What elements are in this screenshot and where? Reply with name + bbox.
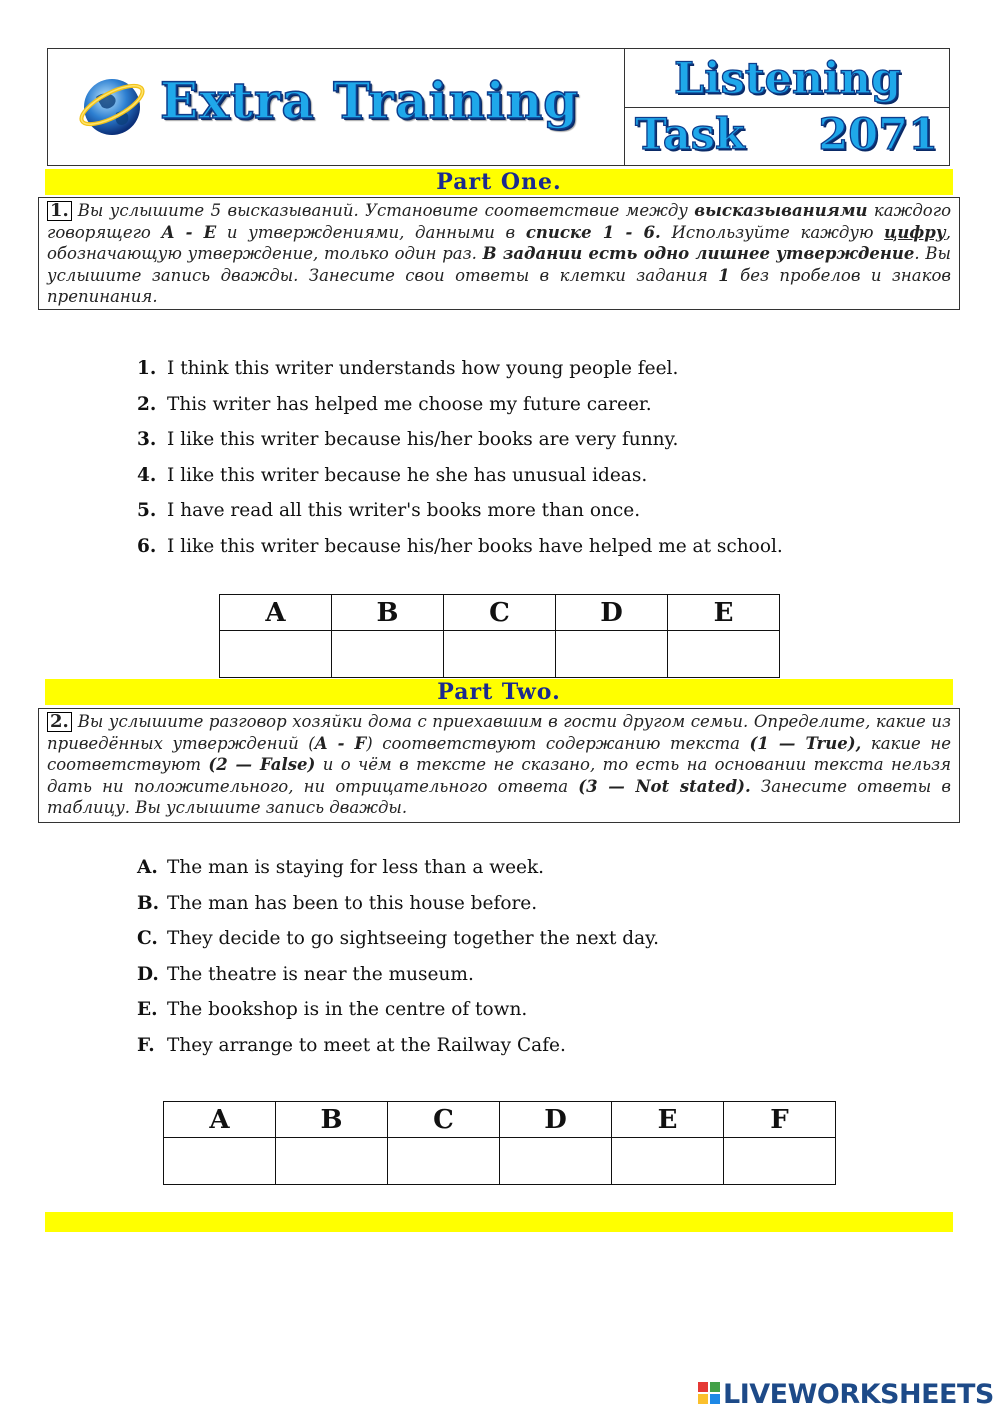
liveworksheets-mark-icon <box>698 1382 720 1404</box>
statement-key: 6. <box>137 535 157 557</box>
statement-text: I think this writer understands how young people feel. <box>167 358 679 379</box>
answer-input-cell[interactable] <box>500 1138 612 1185</box>
task-cell <box>625 108 950 165</box>
section-label: Listening <box>674 54 901 104</box>
answer-header-cell: E <box>668 595 780 631</box>
part-one-bar <box>45 169 953 195</box>
part-two-title: Part Two. <box>437 679 561 705</box>
part-two-bar <box>45 679 953 705</box>
instruction-run: высказываниями <box>694 201 868 220</box>
instruction-run: и о чём в тексте не сказано, то есть на основании текста нельзя дать ни положительного, ни отрицательного ответа <box>47 755 951 796</box>
part-two-answer-table <box>163 1101 836 1185</box>
brand-panel <box>48 49 625 165</box>
statement-item <box>137 992 659 1028</box>
section-cell <box>625 49 950 108</box>
instruction-run: ) соответствуют содержанию текста <box>366 733 750 753</box>
answer-input-row <box>164 1138 836 1185</box>
part-two-instruction <box>38 708 960 823</box>
instruction-run: цифру <box>884 222 946 242</box>
statement-text: They arrange to meet at the Railway Cafe. <box>167 1034 566 1056</box>
answer-header-cell: E <box>612 1102 724 1138</box>
statement-text: This writer has helped me choose my future career. <box>167 393 652 415</box>
instruction-run: (3 — Not stated). <box>578 776 751 796</box>
statement-text: They decide to go sightseeing together the next day. <box>167 928 660 949</box>
statement-item <box>137 458 783 494</box>
statement-item <box>137 1028 659 1064</box>
statement-item <box>137 493 783 529</box>
instruction-run: и утверждениями, данными в <box>216 222 526 242</box>
statement-key: F. <box>137 1034 155 1056</box>
answer-header-cell: B <box>276 1102 388 1138</box>
answer-input-cell[interactable] <box>164 1138 276 1185</box>
statement-text: I like this writer because he she has unusual ideas. <box>167 464 648 486</box>
instruction-run: без пробелов и знаков препинания. <box>47 265 951 307</box>
answer-header-cell: A <box>164 1102 276 1138</box>
part-one-answer-table <box>219 594 780 678</box>
part-two-statements <box>137 850 659 1063</box>
answer-input-cell[interactable] <box>556 631 668 678</box>
answer-input-cell[interactable] <box>668 631 780 678</box>
task-number-badge: 1. <box>47 201 72 221</box>
statement-key: 4. <box>137 464 157 486</box>
task-number-badge: 2. <box>47 712 72 732</box>
statement-text: The theatre is near the museum. <box>167 963 474 985</box>
answer-header-cell: B <box>332 595 444 631</box>
statement-text: I like this writer because his/her books have helped me at school. <box>167 535 783 557</box>
answer-input-cell[interactable] <box>276 1138 388 1185</box>
instruction-run: 1 <box>718 265 730 285</box>
instruction-text <box>47 201 951 306</box>
answer-header-cell: D <box>500 1102 612 1138</box>
statement-key: 5. <box>137 500 157 521</box>
answer-input-cell[interactable] <box>724 1138 836 1185</box>
answer-header-row <box>220 595 780 631</box>
instruction-run: списке 1 - 6. <box>525 222 661 242</box>
answer-header-cell: D <box>556 595 668 631</box>
statement-key: C. <box>137 928 158 949</box>
brand-title: Extra Training <box>160 71 580 130</box>
statement-item <box>137 886 659 922</box>
answer-header-cell: F <box>724 1102 836 1138</box>
statement-key: E. <box>137 999 158 1020</box>
part-one-instruction <box>38 197 960 310</box>
statement-item <box>137 351 783 387</box>
statement-key: A. <box>137 857 158 878</box>
part-one-title: Part One. <box>436 169 562 195</box>
answer-input-cell[interactable] <box>388 1138 500 1185</box>
bottom-bar <box>45 1212 953 1232</box>
answer-header-cell: C <box>444 595 556 631</box>
task-number: 2071 <box>818 110 938 160</box>
statement-key: D. <box>137 963 159 985</box>
statement-text: I like this writer because his/her books are very funny. <box>167 429 679 450</box>
instruction-run: , обозначающую утверждение, только один раз. <box>47 222 951 264</box>
instruction-run: . Вы услышите запись дважды. Занесите свои ответы в клетки задания <box>47 244 951 285</box>
statement-text: The bookshop is in the centre of town. <box>167 999 528 1020</box>
task-label: Task <box>635 110 745 160</box>
part-one-statements <box>137 351 783 564</box>
header <box>47 48 950 166</box>
statement-key: 3. <box>137 429 157 450</box>
globe-icon <box>76 69 148 141</box>
answer-input-cell[interactable] <box>332 631 444 678</box>
statement-key: B. <box>137 892 160 914</box>
statement-item <box>137 957 659 993</box>
answer-input-cell[interactable] <box>612 1138 724 1185</box>
statement-item <box>137 422 783 458</box>
statement-text: I have read all this writer's books more than once. <box>167 500 641 521</box>
statement-item <box>137 921 659 957</box>
instruction-run: Вы услышите разговор хозяйки дома с приехавшим в гости другом семьи. Определите, какие из приведённых утверждений ( <box>47 712 951 753</box>
answer-input-cell[interactable] <box>220 631 332 678</box>
statement-key: 1. <box>137 358 157 379</box>
answer-header-row <box>164 1102 836 1138</box>
answer-header-cell: A <box>220 595 332 631</box>
instruction-run: A - F <box>314 733 367 753</box>
instruction-run: Занесите ответы в таблицу. Вы услышите запись дважды. <box>47 776 952 818</box>
instruction-run: A - E <box>161 222 217 242</box>
instruction-text <box>47 712 951 817</box>
instruction-run: В задании есть одно лишнее утверждение <box>482 244 915 264</box>
instruction-run: (1 — True), <box>749 733 862 753</box>
statement-key: 2. <box>137 393 157 415</box>
statement-item <box>137 850 659 886</box>
instruction-run: каждого говорящего <box>47 201 952 242</box>
instruction-run: Вы услышите 5 высказываний. Установите соответствие между <box>77 201 695 220</box>
statement-text: The man has been to this house before. <box>167 892 538 914</box>
instruction-run: (2 — False) <box>208 755 316 775</box>
answer-input-row <box>220 631 780 678</box>
instruction-run: какие не соответствуют <box>47 733 951 775</box>
statement-text: The man is staying for less than a week. <box>167 857 545 878</box>
statement-item <box>137 529 783 565</box>
instruction-run: Используйте каждую <box>660 222 885 242</box>
answer-input-cell[interactable] <box>444 631 556 678</box>
liveworksheets-text: LIVEWORKSHEETS <box>723 1379 994 1410</box>
statement-item <box>137 387 783 423</box>
answer-header-cell: C <box>388 1102 500 1138</box>
